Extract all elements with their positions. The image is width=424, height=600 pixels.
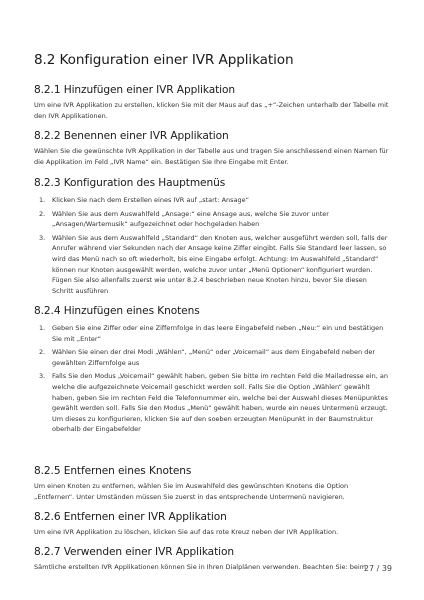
section-heading: 8.2.7 Verwenden einer IVR Applikation bbox=[34, 546, 234, 558]
page-title: 8.2 Konfiguration einer IVR Applikation bbox=[34, 52, 294, 68]
section-8-2-1 bbox=[34, 84, 390, 121]
section-8-2-7 bbox=[34, 546, 390, 573]
steps-list bbox=[34, 323, 390, 435]
section-heading: 8.2.1 Hinzufügen einer IVR Applikation bbox=[34, 84, 236, 96]
list-item: 3. Falls Sie den Modus „Voicemail“ gewählt haben, geben Sie bitte im rechten Feld die Mailadresse ein, an welche die aufgezeichnete Voicemail geschickt werden soll. Falls Sie die Option „Wählen“ gewählt haben, geben Sie im rechten Feld die Telefonnummer ein, welche bei der Auswahl dieses Menüpunktes gewählt werden soll. Falls Sie den Modus „Menü“ gewählt haben, wurde ein neues Untermenü erzeugt. Um dieses zu konfigurieren, klicken Sie auf den soeben erzeugten Menüpunkt in der Baumstruktur oberhalb der Eingabefelder bbox=[39, 372, 388, 434]
section-8-2-6 bbox=[34, 511, 390, 538]
section-8-2-2 bbox=[34, 130, 390, 167]
section-text: Um eine IVR Applikation zu erstellen, klicken Sie mit der Maus auf das „+“-Zeichen unterhalb der Tabelle mit den IVR Applikationen. bbox=[34, 101, 389, 120]
section-text: Um einen Knoten zu entfernen, wählen Sie im Auswahlfeld des gewünschten Knotens die Option „Entfernen“. Unter Umständen müssen Sie zuerst in das entsprechende Untermenü navigieren. bbox=[34, 482, 349, 501]
section-8-2-5 bbox=[34, 465, 390, 502]
list-item: 2. Wählen Sie einen der drei Modi „Wählen“, „Menü“ oder „Voicemail“ aus dem Eingabefeld neben der gewählten Ziffernfolge aus bbox=[39, 348, 375, 367]
section-text: Sämtliche erstellten IVR Applikationen können Sie in Ihren Dialplänen verwenden. Beachten Sie: beim bbox=[34, 563, 366, 571]
section-heading: 8.2.5 Entfernen eines Knotens bbox=[34, 465, 192, 477]
steps-list bbox=[34, 195, 390, 296]
list-item: 2. Wählen Sie aus dem Auswahlfeld „Ansage:“ eine Ansage aus, welche Sie zuvor unter „Ansagen/Wartemusik“ aufgezeichnet oder hochgeladen haben bbox=[39, 209, 329, 229]
section-8-2-3 bbox=[34, 177, 390, 299]
section-heading: 8.2.4 Hinzufügen eines Knotens bbox=[34, 305, 200, 317]
section-text: Wählen Sie die gewünschte IVR Applikation in der Tabelle aus und tragen Sie anschliessend einen Namen für die Applikation im Feld „IVR Name“ ein. Bestätigen Sie Ihre Eingabe mit Enter. bbox=[34, 147, 389, 166]
list-item: 3. Wählen Sie aus dem Auswahlfeld „Standard“ den Knoten aus, welcher ausgeführt werden soll, falls der Anrufer während vier Sekunden nach der Ansage keine Ziffer eingibt. Falls Sie Standard leer lassen, so wird das Menü nach so oft wiederholt, bis eine Eingabe erfolgt. Achtung: Im Auswahlfeld „Standard“ können nur Knoten ausgewählt werden, welche zuvor unter „Menü Optionen“ konfiguriert wurden. Fügen Sie also allenfalls zuerst wie unter 8.2.4 beschrieben neue Knoten hinzu, bevor Sie diesen Schritt ausführen bbox=[39, 233, 388, 295]
section-heading: 8.2.6 Entfernen einer IVR Applikation bbox=[34, 511, 227, 523]
page-number: 27 / 39 bbox=[363, 564, 392, 573]
section-text: Um eine IVR Applikation zu löschen, klicken Sie auf das rote Kreuz neben der IVR Applikation. bbox=[34, 528, 339, 536]
list-item: 1. Klicken Sie nach dem Erstellen eines IVR auf „start: Ansage“ bbox=[39, 196, 250, 204]
section-8-2-4 bbox=[34, 305, 390, 438]
list-item: 1. Geben Sie eine Ziffer oder eine Ziffernfolge in das leere Eingabefeld neben „Neu:“ ein und bestätigen Sie mit „Enter“ bbox=[39, 324, 384, 343]
section-heading: 8.2.2 Benennen einer IVR Applikation bbox=[34, 130, 229, 142]
section-heading: 8.2.3 Konfiguration des Hauptmenüs bbox=[34, 177, 226, 189]
